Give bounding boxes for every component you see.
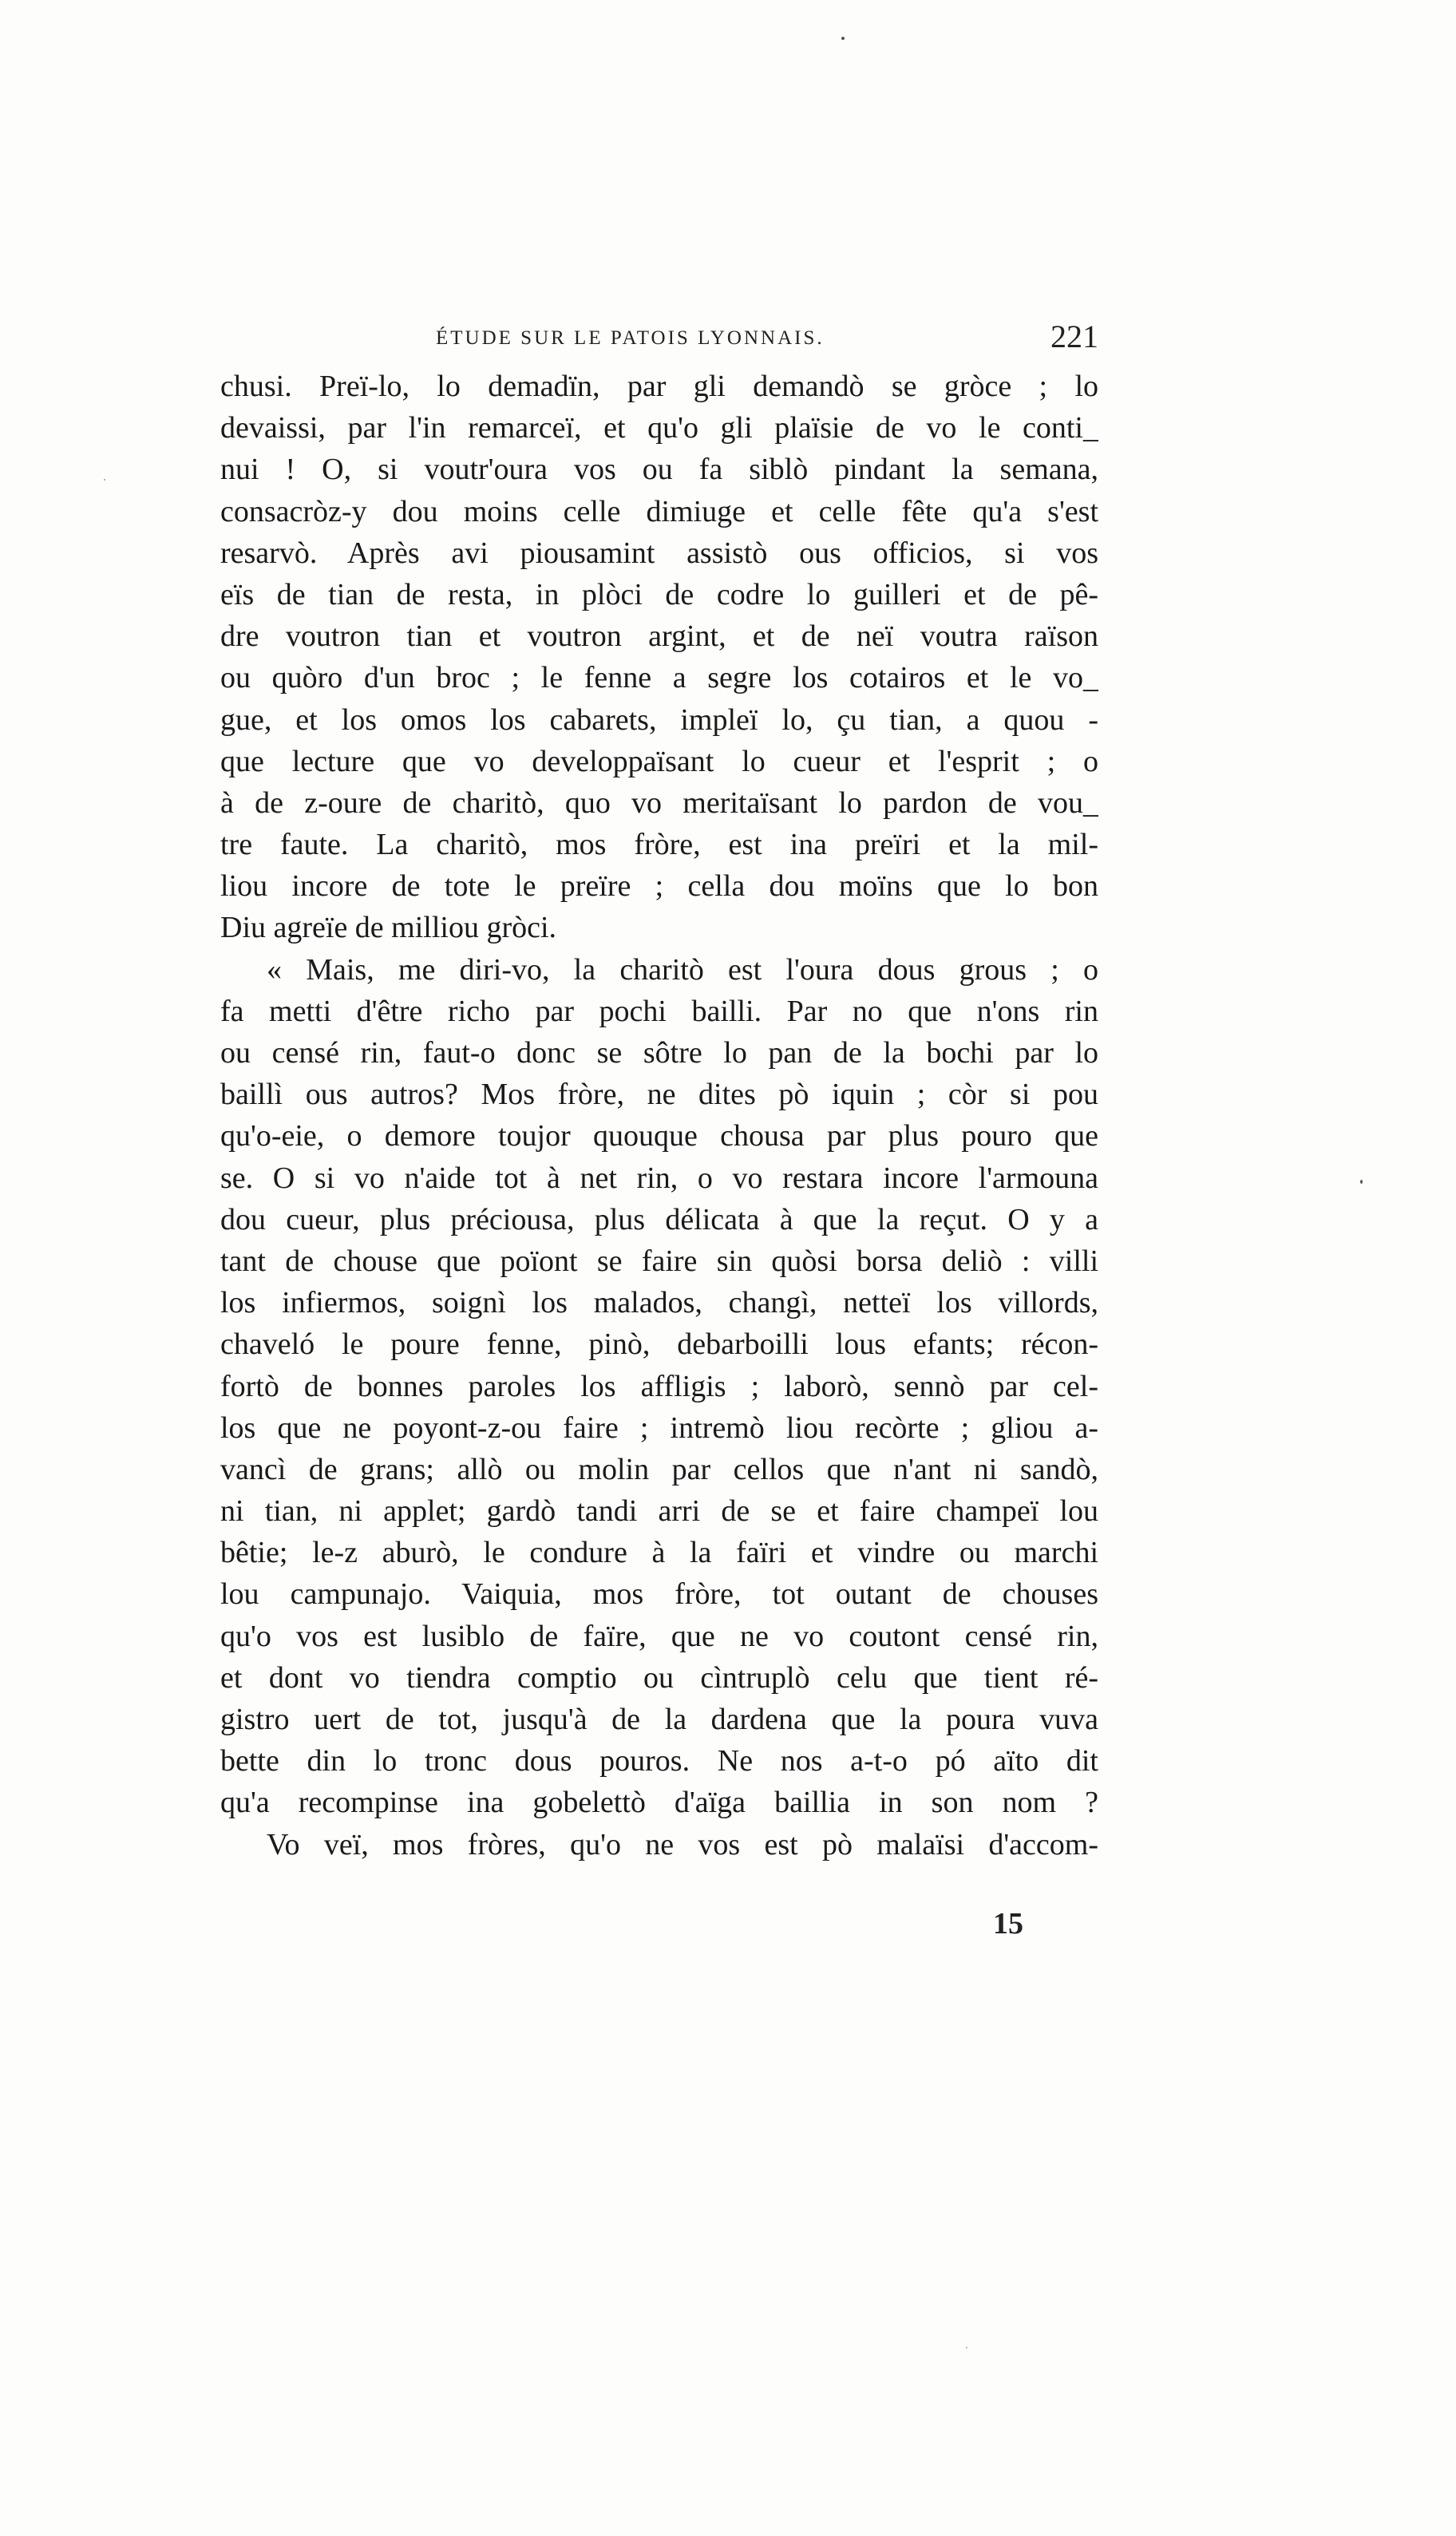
text-line: qu'o vos est lusiblo de faïre, que ne vo coutont censé rin, [220,1619,1098,1653]
text-line: gue, et los omos los cabarets, impleï lo, çu tian, a quou - [220,702,1098,737]
text-line: bette din lo tronc dous pouros. Ne nos a-t-o pó aïto dit [220,1744,1098,1778]
text-line: fortò de bonnes paroles los affligis ; laborò, sennò par cel- [220,1369,1098,1403]
text-line: lou campunajo. Vaiquia, mos fròre, tot outant de chouses [220,1577,1098,1612]
signature-mark: 15 [993,1907,1023,1941]
text-line: se. O si vo n'aide tot à net rin, o vo restara incore l'armouna [220,1161,1098,1195]
scan-speck [841,37,845,40]
text-line: devaissi, par l'in remarceï, et qu'o gli plaïsie de vo le conti_ [220,411,1098,445]
text-line: chusi. Preï-lo, lo demadïn, par gli demandò se gròce ; lo [220,370,1098,403]
text-line: « Mais, me diri-vo, la charitò est l'oura dous grous ; o [267,952,1098,987]
text-line: ou censé rin, faut-o donc se sôtre lo pan de la bochi par lo [220,1036,1098,1070]
text-line: chaveló le poure fenne, pinò, debarboilli lous efants; récon- [220,1327,1098,1362]
text-line: ni tian, ni applet; gardò tandi arri de se et faire champeï lou [220,1494,1098,1529]
text-line: que lecture que vo developpaïsant lo cueur et l'esprit ; o [220,744,1098,778]
text-line: resarvò. Après avi piousamint assistò ous officios, si vos [220,536,1098,570]
scan-speck [104,479,105,481]
text-line: los que ne poyont-z-ou faire ; intremò liou recòrte ; gliou a- [220,1410,1098,1445]
text-line: vancì de grans; allò ou molin par cellos que n'ant ni sandò, [220,1452,1098,1486]
text-line: gistro uert de tot, jusqu'à de la dardena que la poura vuva [220,1703,1098,1736]
text-line: tre faute. La charitò, mos fròre, est ina preïri et la mil- [220,828,1098,862]
text-line: dre voutron tian et voutron argint, et de neï voutra raïson [220,619,1098,654]
running-title: ÉTUDE SUR LE PATOIS LYONNAIS. [436,327,825,349]
text-line: consacròz-y dou moins celle dimiuge et celle fête qu'a s'est [220,494,1098,528]
scan-speck [1360,1180,1363,1184]
text-line: ou quòro d'un broc ; le fenne a segre los cotairos et le vo_ [220,661,1098,695]
body-text [220,366,1098,1865]
text-line: Vo veï, mos fròres, qu'o ne vos est pò malaïsi d'accom- [267,1827,1098,1861]
text-line: eïs de tian de resta, in plòci de codre lo guilleri et de pê- [220,577,1098,611]
text-line: liou incore de tote le preïre ; cella dou moïns que lo bon [220,869,1098,904]
text-line: et dont vo tiendra comptio ou cìntruplò celu que tient ré- [220,1660,1098,1695]
text-line: bêtie; le-z aburò, le condure à la faïri et vindre ou marchi [220,1536,1098,1570]
text-line: qu'o-eie, o demore toujor quouque chousa par plus pouro que [220,1119,1098,1153]
text-line: tant de chouse que poïont se faire sin quòsi borsa deliò : villi [220,1244,1098,1278]
running-head [220,313,1098,361]
text-line: qu'a recompinse ina gobelettò d'aïga baillia in son nom ? [220,1786,1098,1820]
text-line: à de z-oure de charitò, quo vo meritaïsant lo pardon de vou_ [220,785,1098,820]
text-line: dou cueur, plus préciousa, plus délicata à que la reçut. O y a [220,1202,1098,1236]
text-line: los infiermos, soignì los malados, changì, netteï los villords, [220,1286,1098,1320]
text-line: Diu agreïe de milliou gròci. [220,911,557,945]
text-line: baillì ous autros? Mos fròre, ne dites pò iquin ; còr si pou [220,1078,1098,1112]
text-line: nui ! O, si voutr'oura vos ou fa siblò pindant la semana, [220,453,1098,487]
page-number: 221 [1050,318,1098,354]
text-line: fa metti d'être richo par pochi bailli. Par no que n'ons rin [220,994,1098,1028]
scan-speck [966,2347,967,2348]
